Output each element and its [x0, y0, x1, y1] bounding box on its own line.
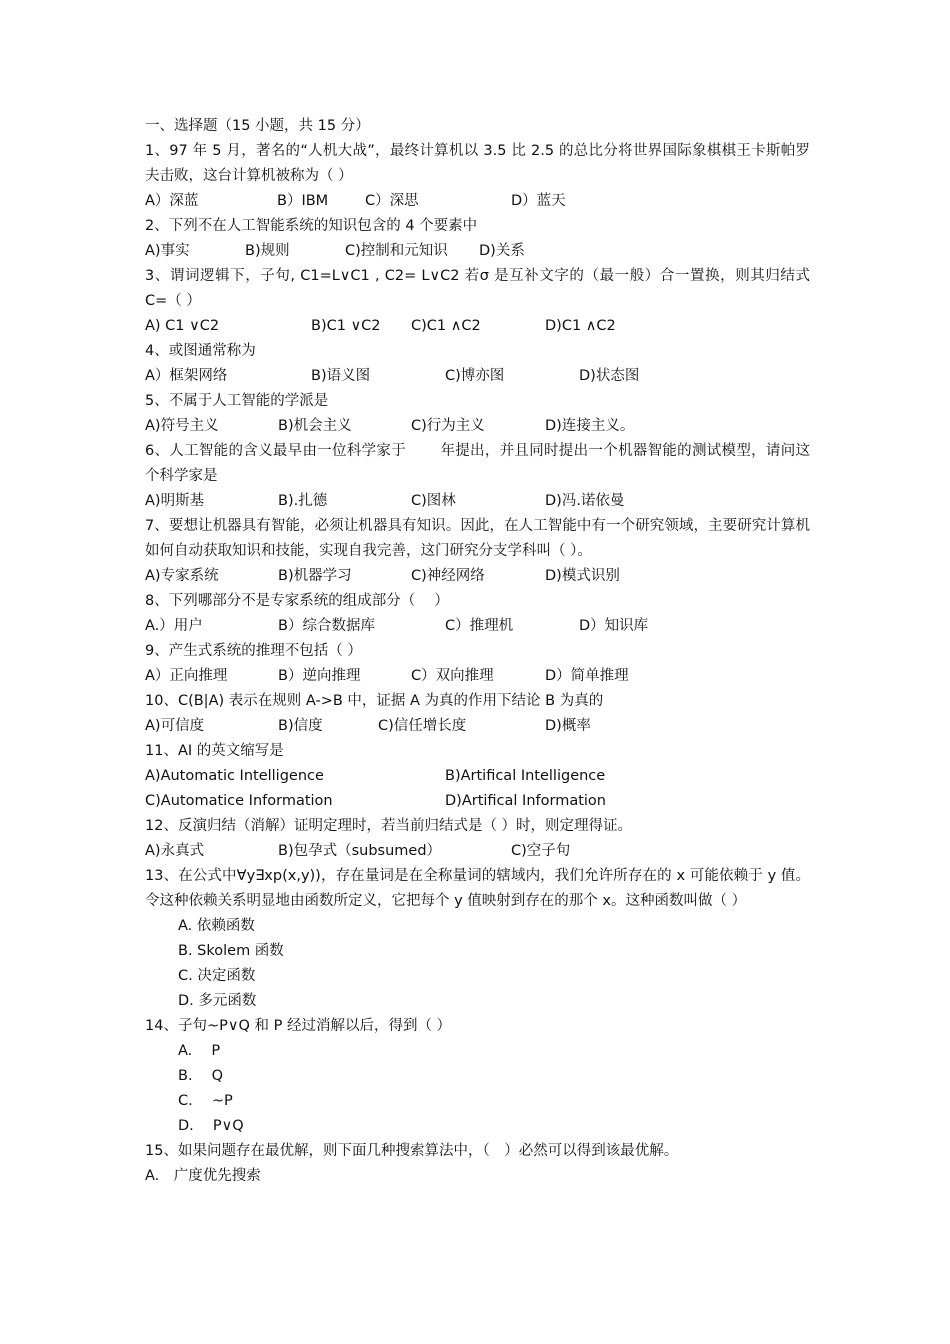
- question-7-options: [145, 564, 810, 589]
- q11-option-b: B)Artifical Intelligence: [445, 768, 606, 784]
- section-title: 一、选择题（15 小题，共 15 分）: [145, 118, 370, 134]
- q11-option-c: C)Automatice Information: [145, 793, 333, 809]
- question-13-stem: 13、在公式中∀y∃xp(x,y))，存在量词是在全称量词的辖域内，我们允许所存在的 x 可能依赖于 y 值。令这种依赖关系明显地由函数所定义，它把每个 y 值映射到存在的那个 x。这种函数叫做（ ）: [145, 868, 810, 909]
- question-7-stem: 7、要想让机器具有智能，必须让机器具有知识。因此，在人工智能中有一个研究领域，主要研究计算机如何自动获取知识和技能，实现自我完善，这门研究分支学科叫（ ）。: [145, 518, 810, 559]
- question-15-stem: 15、如果问题存在最优解，则下面几种搜索算法中，（ ）必然可以得到该最优解。: [145, 1143, 679, 1159]
- question-1-stem: 1、97 年 5 月，著名的“人机大战”，最终计算机以 3.5 比 2.5 的总比分将世界国际象棋棋王卡斯帕罗夫击败，这台计算机被称为（ ）: [145, 143, 810, 184]
- q5-option-b: B)机会主义: [278, 418, 352, 434]
- q15-option-a: A. 广度优先搜索: [145, 1168, 261, 1184]
- question-3-stem: 3、谓词逻辑下，子句, C1=L∨C1 , C2= L∨C2 若σ 是互补文字的（最一般）合一置换，则其归结式 C=（ ）: [145, 268, 810, 309]
- question-14-stem: 14、子句~P∨Q 和 P 经过消解以后，得到（ ）: [145, 1018, 452, 1034]
- question-2-options: [145, 239, 810, 264]
- q3-option-d: D)C1 ∧C2: [545, 318, 616, 334]
- question-1-options: [145, 189, 810, 214]
- q14-option-a: A. P: [178, 1043, 221, 1059]
- q5-option-d: D)连接主义。: [545, 418, 635, 434]
- question-8-options: [145, 614, 810, 639]
- q9-option-b: B）逆向推理: [278, 668, 361, 684]
- question-9-stem: 9、产生式系统的推理不包括（ ）: [145, 643, 362, 659]
- q1-option-a: A）深蓝: [145, 193, 199, 209]
- q11-option-a: A)Automatic Intelligence: [145, 768, 324, 784]
- q4-option-d: D)状态图: [579, 368, 640, 384]
- question-10-stem: 10、C(B|A) 表示在规则 A->B 中，证据 A 为真的作用下结论 B 为真的: [145, 693, 604, 709]
- q14-option-b: B. Q: [178, 1068, 224, 1084]
- q12-option-c: C)空子句: [511, 843, 571, 859]
- q8-option-a: A.）用户: [145, 618, 203, 634]
- q7-option-a: A)专家系统: [145, 568, 219, 584]
- q11-option-d: D)Artifical Information: [445, 793, 606, 809]
- question-6-options: [145, 489, 810, 514]
- q13-option-a: A. 依赖函数: [178, 918, 255, 934]
- q8-option-d: D）知识库: [579, 618, 649, 634]
- q13-option-b: B. Skolem 函数: [178, 943, 284, 959]
- q2-option-c: C)控制和元知识: [345, 243, 448, 259]
- exam-document: [145, 114, 810, 1189]
- q3-option-a: A) C1 ∨C2: [145, 318, 220, 334]
- q13-option-c: C. 决定函数: [178, 968, 256, 984]
- q2-option-b: B)规则: [245, 243, 290, 259]
- q6-option-c: C)图林: [411, 493, 456, 509]
- q10-option-c: C)信任增长度: [378, 718, 467, 734]
- q6-option-b: B).扎德: [278, 493, 328, 509]
- q10-option-b: B)信度: [278, 718, 323, 734]
- q10-option-a: A)可信度: [145, 718, 205, 734]
- q9-option-a: A）正向推理: [145, 668, 228, 684]
- q5-option-c: C)行为主义: [411, 418, 485, 434]
- q4-option-b: B)语义图: [311, 368, 371, 384]
- question-5-stem: 5、不属于人工智能的学派是: [145, 393, 329, 409]
- q5-option-a: A)符号主义: [145, 418, 219, 434]
- question-3-options: [145, 314, 810, 339]
- question-12-stem: 12、反演归结（消解）证明定理时，若当前归结式是（ ）时，则定理得证。: [145, 818, 633, 834]
- q12-option-b: B)包孕式（subsumed）: [278, 843, 442, 859]
- question-11-options-row-2: [145, 789, 810, 814]
- q1-option-c: C）深思: [365, 193, 419, 209]
- q1-option-d: D）蓝天: [511, 193, 566, 209]
- q6-option-d: D)冯.诺依曼: [545, 493, 625, 509]
- question-4-options: [145, 364, 810, 389]
- q7-option-b: B)机器学习: [278, 568, 352, 584]
- q2-option-a: A)事实: [145, 243, 190, 259]
- question-12-options: [145, 839, 810, 864]
- question-10-options: [145, 714, 810, 739]
- question-11-stem: 11、AI 的英文缩写是: [145, 743, 284, 759]
- q4-option-a: A）框架网络: [145, 368, 228, 384]
- q3-option-b: B)C1 ∨C2: [311, 318, 381, 334]
- question-6-stem: 6、人工智能的含义最早由一位科学家于 年提出，并且同时提出一个机器智能的测试模型，请问这个科学家是: [145, 443, 810, 484]
- q7-option-d: D)模式识别: [545, 568, 620, 584]
- question-2-stem: 2、下列不在人工智能系统的知识包含的 4 个要素中: [145, 218, 478, 234]
- q9-option-d: D）简单推理: [545, 668, 629, 684]
- q6-option-a: A)明斯基: [145, 493, 205, 509]
- q3-option-c: C)C1 ∧C2: [411, 318, 481, 334]
- question-5-options: [145, 414, 810, 439]
- question-9-options: [145, 664, 810, 689]
- q10-option-d: D)概率: [545, 718, 591, 734]
- question-11-options-row-1: [145, 764, 810, 789]
- q8-option-c: C）推理机: [445, 618, 514, 634]
- q13-option-d: D. 多元函数: [178, 993, 257, 1009]
- question-4-stem: 4、或图通常称为: [145, 343, 256, 359]
- q14-option-c: C. ~P: [178, 1093, 233, 1109]
- q8-option-b: B）综合数据库: [278, 618, 375, 634]
- question-8-stem: 8、下列哪部分不是专家系统的组成部分（ ）: [145, 593, 449, 609]
- q12-option-a: A)永真式: [145, 843, 205, 859]
- q1-option-b: B）IBM: [277, 193, 329, 209]
- q14-option-d: D. P∨Q: [178, 1118, 244, 1134]
- q4-option-c: C)博亦图: [445, 368, 505, 384]
- q9-option-c: C）双向推理: [411, 668, 494, 684]
- q2-option-d: D)关系: [479, 243, 525, 259]
- q7-option-c: C)神经网络: [411, 568, 485, 584]
